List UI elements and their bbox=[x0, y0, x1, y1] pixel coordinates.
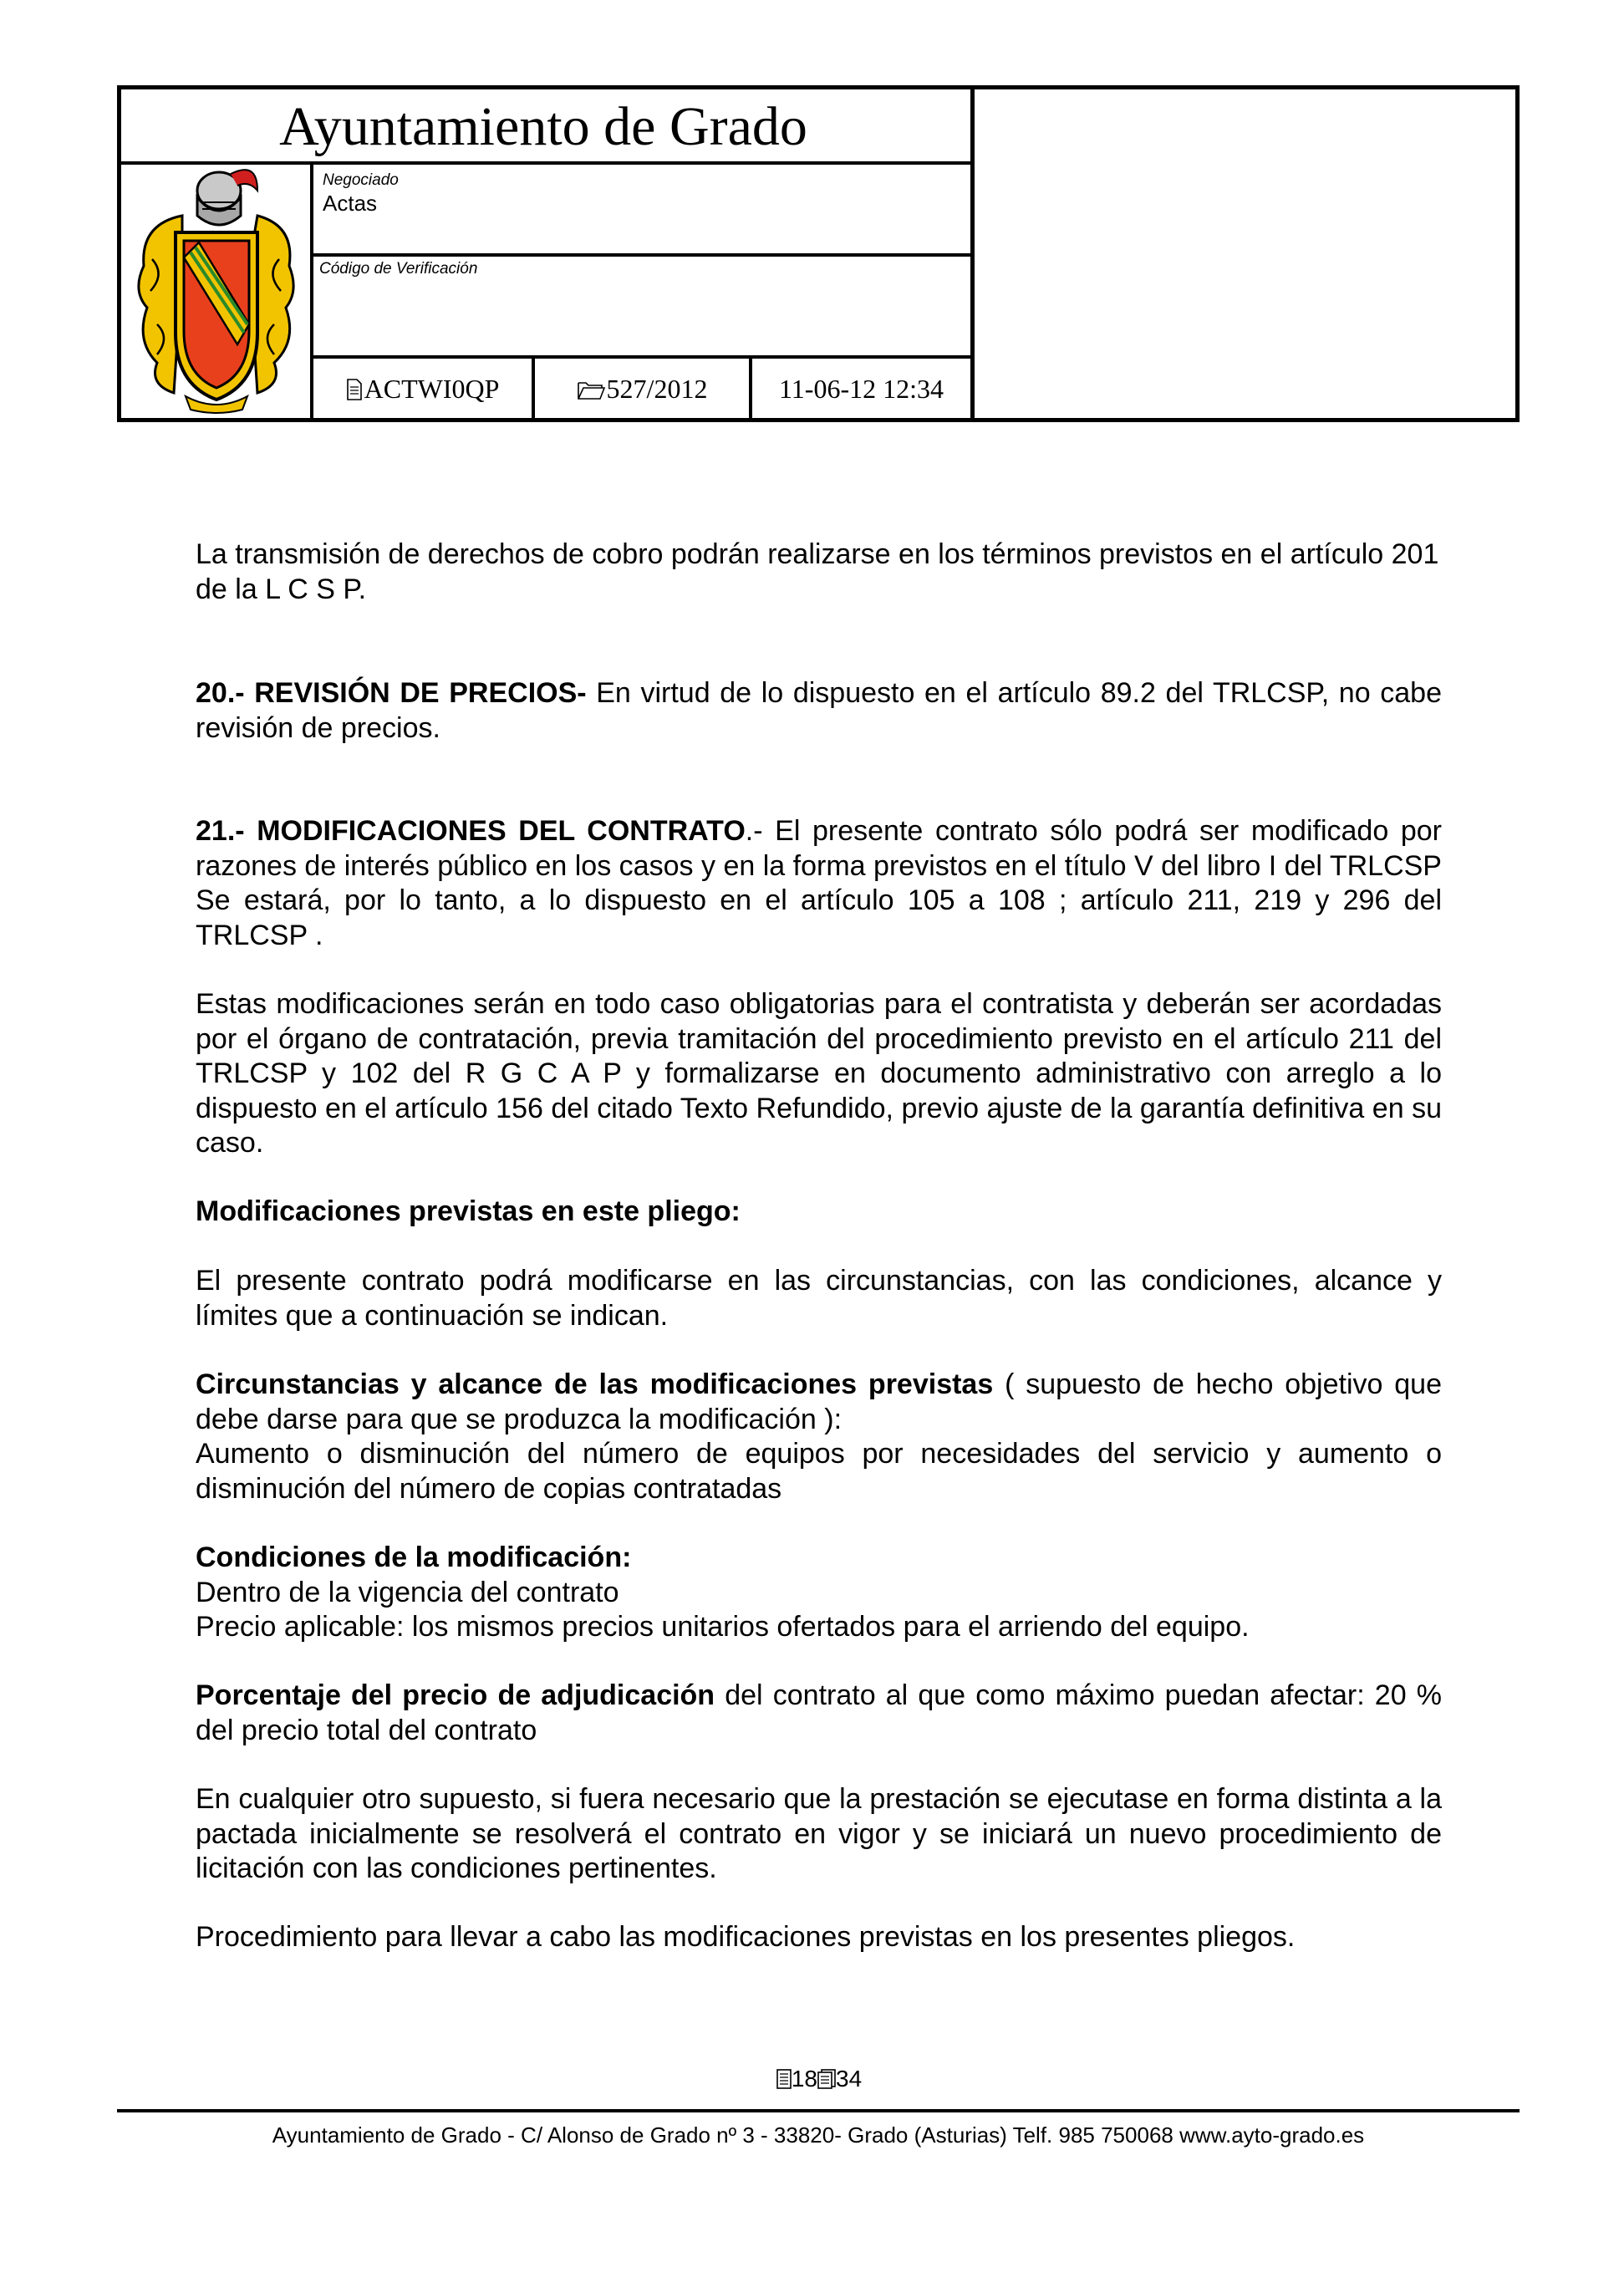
coat-of-arms-icon bbox=[132, 166, 299, 416]
heading-text: Modificaciones previstas en este pliego: bbox=[196, 1195, 741, 1227]
section-21-modificaciones bbox=[196, 814, 1442, 953]
paragraph-otro-supuesto bbox=[196, 1782, 1442, 1887]
section-text: del contrato al que como máximo puedan afectar: 20 % del precio total del contrato bbox=[196, 1679, 1442, 1746]
footer-address: Ayuntamiento de Grado - C/ Alonso de Grado nº 3 - 33820- Grado (Asturias) Telf. 985 750068 www.ayto-grado.es bbox=[272, 2122, 1365, 2148]
section-heading: 20.- REVISIÓN DE PRECIOS- bbox=[196, 677, 587, 709]
datetime: 11-06-12 12:34 bbox=[778, 374, 944, 404]
section-heading: Condiciones de la modificación: bbox=[196, 1541, 632, 1573]
municipality-title: Ayuntamiento de Grado bbox=[279, 96, 807, 157]
doc-code-cell bbox=[313, 359, 532, 419]
footer-rule bbox=[117, 2109, 1520, 2112]
heading-modificaciones-previstas bbox=[196, 1195, 1442, 1230]
negociado-value: Actas bbox=[323, 191, 378, 216]
verificacion-label: Código de Verificación bbox=[319, 260, 478, 278]
page-current: 18 bbox=[791, 2066, 817, 2092]
fields-divider-1 bbox=[310, 253, 975, 257]
negociado-label: Negociado bbox=[323, 171, 399, 189]
document-icon bbox=[346, 379, 363, 400]
section-20-revision-precios bbox=[196, 676, 1442, 746]
paragraph-transmision-cobro bbox=[196, 538, 1442, 607]
section-text: .- El presente contrato sólo podrá ser modificado por razones de interés público en los casos y en la forma previstos en el título V del libro I del TRLCSP Se estará, por lo tanto, a lo dispuesto en el artículo 105 a 108 ; artículo 211, 219 y 296 del TRLCSP . bbox=[196, 815, 1442, 951]
section-text: En virtud de lo dispuesto en el artículo 89.2 del TRLCSP, no cabe revisión de precios. bbox=[196, 677, 1442, 744]
section-text: ( supuesto de hecho objetivo que debe darse para que se produzca la modificación ): bbox=[196, 1368, 1442, 1435]
folder-icon bbox=[577, 380, 605, 400]
paragraph-text: Estas modificaciones serán en todo caso obligatorias para el contratista y deberán ser acordadas por el órgano de contratación, previa tramitación del procedimiento previsto en el artículo 211 del TRLCSP y 102 del R G C A P y formalizarse en documento administrativo con arreglo a lo dispuesto en el artículo 156 del citado Texto Refundido, previo ajuste de la garantía definitiva en su caso. bbox=[196, 988, 1442, 1159]
paragraph-procedimiento bbox=[196, 1920, 1442, 1955]
condition-line-2: Precio aplicable: los mismos precios unitarios ofertados para el arriendo del equipo. bbox=[196, 1611, 1250, 1643]
paragraph-obligatorias bbox=[196, 987, 1442, 1161]
doc-code: ACTWI0QP bbox=[364, 374, 500, 404]
section-text-2: Aumento o disminución del número de equipos por necesidades del servicio y aumento o disminución del número de copias contratadas bbox=[196, 1438, 1442, 1505]
page-total: 34 bbox=[836, 2066, 863, 2092]
section-condiciones bbox=[196, 1541, 1442, 1645]
section-circunstancias-alcance bbox=[196, 1368, 1442, 1506]
paragraph-text: En cualquier otro supuesto, si fuera necesario que la prestación se ejecutase en forma distinta a la pactada inicialmente se resolverá el contrato en vigor y se iniciará un nuevo procedimiento de licitación con las condiciones pertinentes. bbox=[196, 1783, 1442, 1884]
pages-icon bbox=[817, 2069, 836, 2089]
section-heading: Porcentaje del precio de adjudicación bbox=[196, 1679, 715, 1711]
expediente-cell bbox=[535, 359, 749, 419]
paragraph-text: Procedimiento para llevar a cabo las modificaciones previstas en los presentes pliegos. bbox=[196, 1921, 1296, 1953]
paragraph-text: El presente contrato podrá modificarse en las circunstancias, con las condiciones, alcance y límites que a continuación se indican. bbox=[196, 1265, 1442, 1332]
page-icon bbox=[776, 2069, 792, 2089]
section-porcentaje bbox=[196, 1679, 1442, 1748]
datetime-cell bbox=[752, 359, 970, 419]
page-number bbox=[752, 2065, 886, 2093]
expediente-number: 527/2012 bbox=[606, 374, 708, 404]
condition-line-1: Dentro de la vigencia del contrato bbox=[196, 1576, 619, 1608]
paragraph-text: La transmisión de derechos de cobro podrán realizarse en los términos previstos en el artículo 201 de la L C S P. bbox=[196, 538, 1439, 605]
section-heading: 21.- MODIFICACIONES DEL CONTRATO bbox=[196, 815, 746, 847]
section-heading: Circunstancias y alcance de las modificaciones previstas bbox=[196, 1368, 994, 1400]
paragraph-circunstancias-intro bbox=[196, 1264, 1442, 1333]
